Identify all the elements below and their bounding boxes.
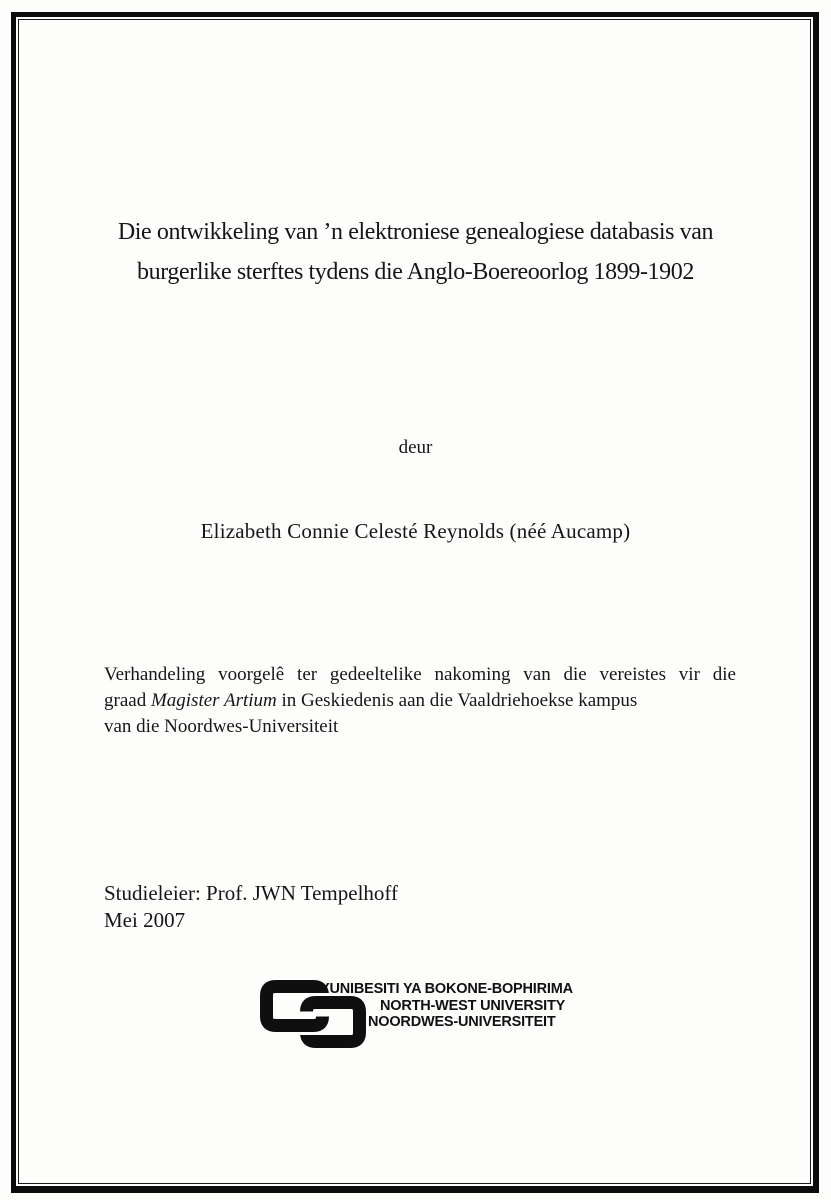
thesis-title-line-1: Die ontwikkeling van ’n elektroniese genealogiese databasis van [117,219,714,245]
thesis-title [0,212,831,292]
university-logo [256,976,586,1056]
logo-text-afrikaans: NOORDWES-UNIVERSITEIT [368,1014,556,1030]
statement-line-3: van die Noordwes-Universiteit [104,716,339,737]
date-line: Mei 2007 [104,908,186,932]
byline-deur: deur [398,437,433,458]
university-logo-text [320,981,573,1031]
thesis-title-line-2: burgerlike sterftes tydens die Anglo-Boereoorlog 1899-1902 [137,259,694,285]
supervisor-block [104,880,398,934]
degree-name-italic: Magister Artium [150,690,277,711]
statement-line-1: Verhandeling voorgelê ter gedeeltelike nakoming van die vereistes vir die [104,664,736,685]
author-name: Elizabeth Connie Celesté Reynolds (néé Aucamp) [200,519,631,543]
submission-statement [104,662,736,740]
statement-line-2 [104,688,736,714]
statement-line-2-pre: graad [104,690,151,711]
supervisor-line: Studieleier: Prof. JWN Tempelhoff [104,881,399,905]
logo-text-setswana: YUNIBESITI YA BOKONE-BOPHIRIMA [320,981,573,997]
logo-text-english: NORTH-WEST UNIVERSITY [380,997,566,1014]
statement-line-2-post: in Geskiedenis aan die Vaaldriehoekse kampus [276,690,638,711]
